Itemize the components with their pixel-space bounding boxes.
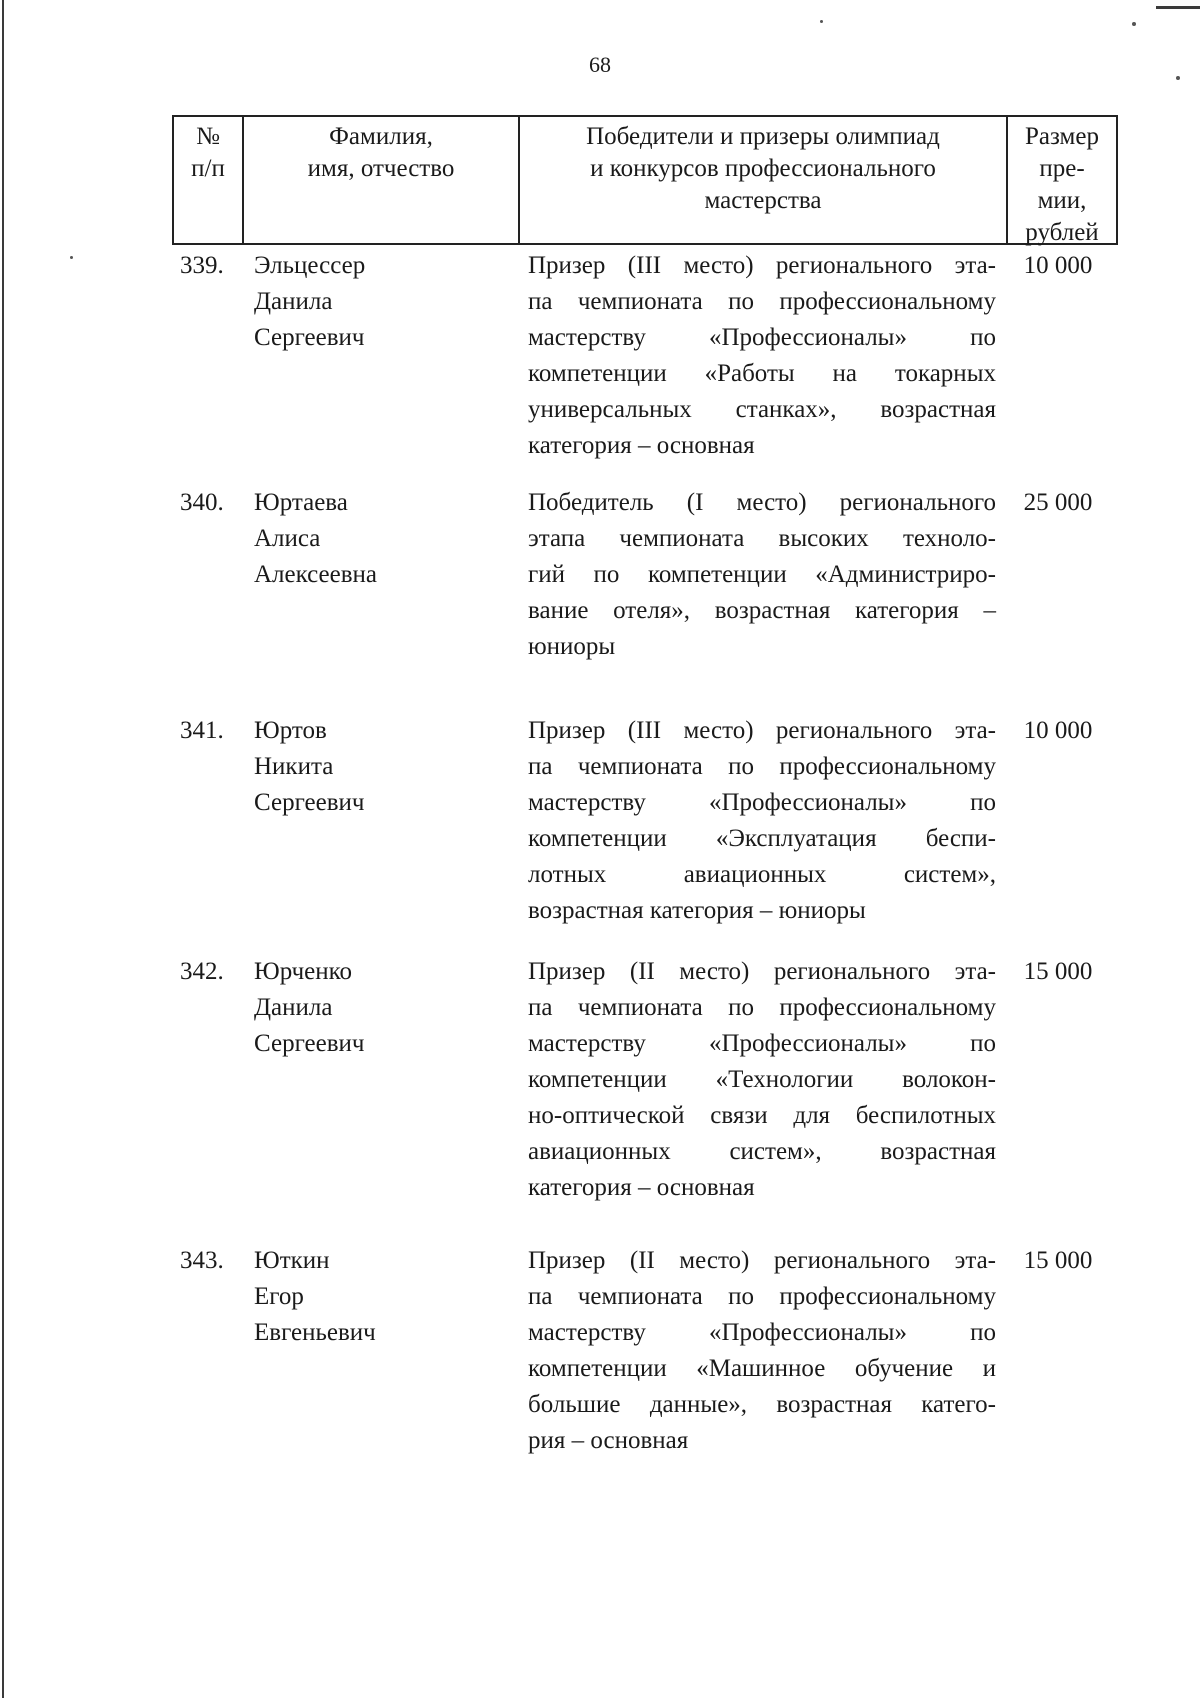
header-text: имя, отчество	[307, 155, 455, 182]
description-line: па чемпионата по профессиональному	[528, 753, 996, 780]
prize-amount: 25 000	[1023, 489, 1093, 516]
achievement-description	[528, 954, 996, 1206]
surname: Юткин	[254, 1247, 330, 1274]
description-line: компетенции «Работы на токарных	[528, 360, 996, 387]
scan-edge-line	[2, 0, 4, 1698]
header-description-column	[520, 117, 1008, 243]
surname: Юртов	[254, 717, 327, 744]
description-line: гий по компетенции «Администриро-	[528, 561, 996, 588]
description-line: большие данные», возрастная катего-	[528, 1391, 996, 1418]
header-text: п/п	[191, 155, 225, 182]
description-line: мастерству «Профессионалы» по	[528, 1030, 996, 1057]
page-number: 68	[589, 52, 611, 77]
header-number-column	[174, 117, 244, 243]
description-line: па чемпионата по профессиональному	[528, 994, 996, 1021]
description-line: компетенции «Эксплуатация беспи-	[528, 825, 996, 852]
achievement-description	[528, 248, 996, 464]
scan-speck	[1132, 22, 1136, 26]
description-line: Победитель (I место) регионального	[528, 489, 996, 516]
description-line: па чемпионата по профессиональному	[528, 1283, 996, 1310]
description-line: мастерству «Профессионалы» по	[528, 324, 996, 351]
header-name-column	[244, 117, 520, 243]
row-number: 339.	[180, 252, 224, 279]
row-number: 343.	[180, 1247, 224, 1274]
full-name	[254, 713, 514, 821]
prize-amount: 15 000	[1023, 1247, 1093, 1274]
first-name: Никита	[254, 753, 334, 780]
scan-speck	[820, 20, 823, 23]
surname: Юрченко	[254, 958, 352, 985]
scan-corner-mark	[1156, 6, 1200, 9]
description-line: компетенции «Машинное обучение и	[528, 1355, 996, 1382]
description-line: Призер (II место) регионального эта-	[528, 1247, 996, 1274]
achievement-description	[528, 713, 996, 929]
description-line: категория – основная	[528, 432, 755, 459]
header-text: Фамилия,	[329, 123, 433, 150]
description-line: универсальных станках», возрастная	[528, 396, 996, 423]
first-name: Алиса	[254, 525, 321, 552]
description-line: но-оптической связи для беспилотных	[528, 1102, 996, 1129]
first-name: Данила	[254, 288, 333, 315]
full-name	[254, 485, 514, 593]
patronymic: Евгеньевич	[254, 1319, 376, 1346]
description-line: категория – основная	[528, 1174, 755, 1201]
prize-amount: 10 000	[1023, 717, 1093, 744]
description-line: авиационных систем», возрастная	[528, 1138, 996, 1165]
patronymic: Сергеевич	[254, 789, 365, 816]
description-line: этапа чемпионата высоких техноло-	[528, 525, 996, 552]
row-number: 341.	[180, 717, 224, 744]
header-text: Размер	[1025, 123, 1099, 150]
header-text: мастерства	[704, 187, 822, 214]
description-line: юниоры	[528, 633, 616, 660]
achievement-description	[528, 1243, 996, 1459]
full-name	[254, 248, 514, 356]
table-header	[172, 115, 1118, 245]
description-line: Призер (II место) регионального эта-	[528, 958, 996, 985]
prize-amount: 15 000	[1023, 958, 1093, 985]
description-line: Призер (III место) регионального эта-	[528, 717, 996, 744]
first-name: Данила	[254, 994, 333, 1021]
scan-speck	[70, 256, 73, 259]
header-text: пре-	[1039, 155, 1085, 182]
full-name	[254, 1243, 514, 1351]
surname: Эльцессер	[254, 252, 366, 279]
prize-amount: 10 000	[1023, 252, 1093, 279]
header-text: мии,	[1037, 187, 1087, 214]
description-line: лотных авиационных систем»,	[528, 861, 996, 888]
description-line: вание отеля», возрастная категория –	[528, 597, 996, 624]
header-text: рублей	[1025, 219, 1099, 246]
patronymic: Сергеевич	[254, 1030, 365, 1057]
header-prize-column	[1008, 117, 1116, 246]
header-text: №	[196, 123, 220, 150]
full-name	[254, 954, 514, 1062]
header-text: и конкурсов профессионального	[590, 155, 936, 182]
description-line: Призер (III место) регионального эта-	[528, 252, 996, 279]
first-name: Егор	[254, 1283, 304, 1310]
description-line: мастерству «Профессионалы» по	[528, 789, 996, 816]
patronymic: Алексеевна	[254, 561, 378, 588]
surname: Юртаева	[254, 489, 348, 516]
achievement-description	[528, 485, 996, 665]
description-line: возрастная категория – юниоры	[528, 897, 866, 924]
header-text: Победители и призеры олимпиад	[586, 123, 940, 150]
description-line: мастерству «Профессионалы» по	[528, 1319, 996, 1346]
description-line: па чемпионата по профессиональному	[528, 288, 996, 315]
row-number: 342.	[180, 958, 224, 985]
description-line: компетенции «Технологии волокон-	[528, 1066, 996, 1093]
patronymic: Сергеевич	[254, 324, 365, 351]
description-line: рия – основная	[528, 1427, 689, 1454]
row-number: 340.	[180, 489, 224, 516]
